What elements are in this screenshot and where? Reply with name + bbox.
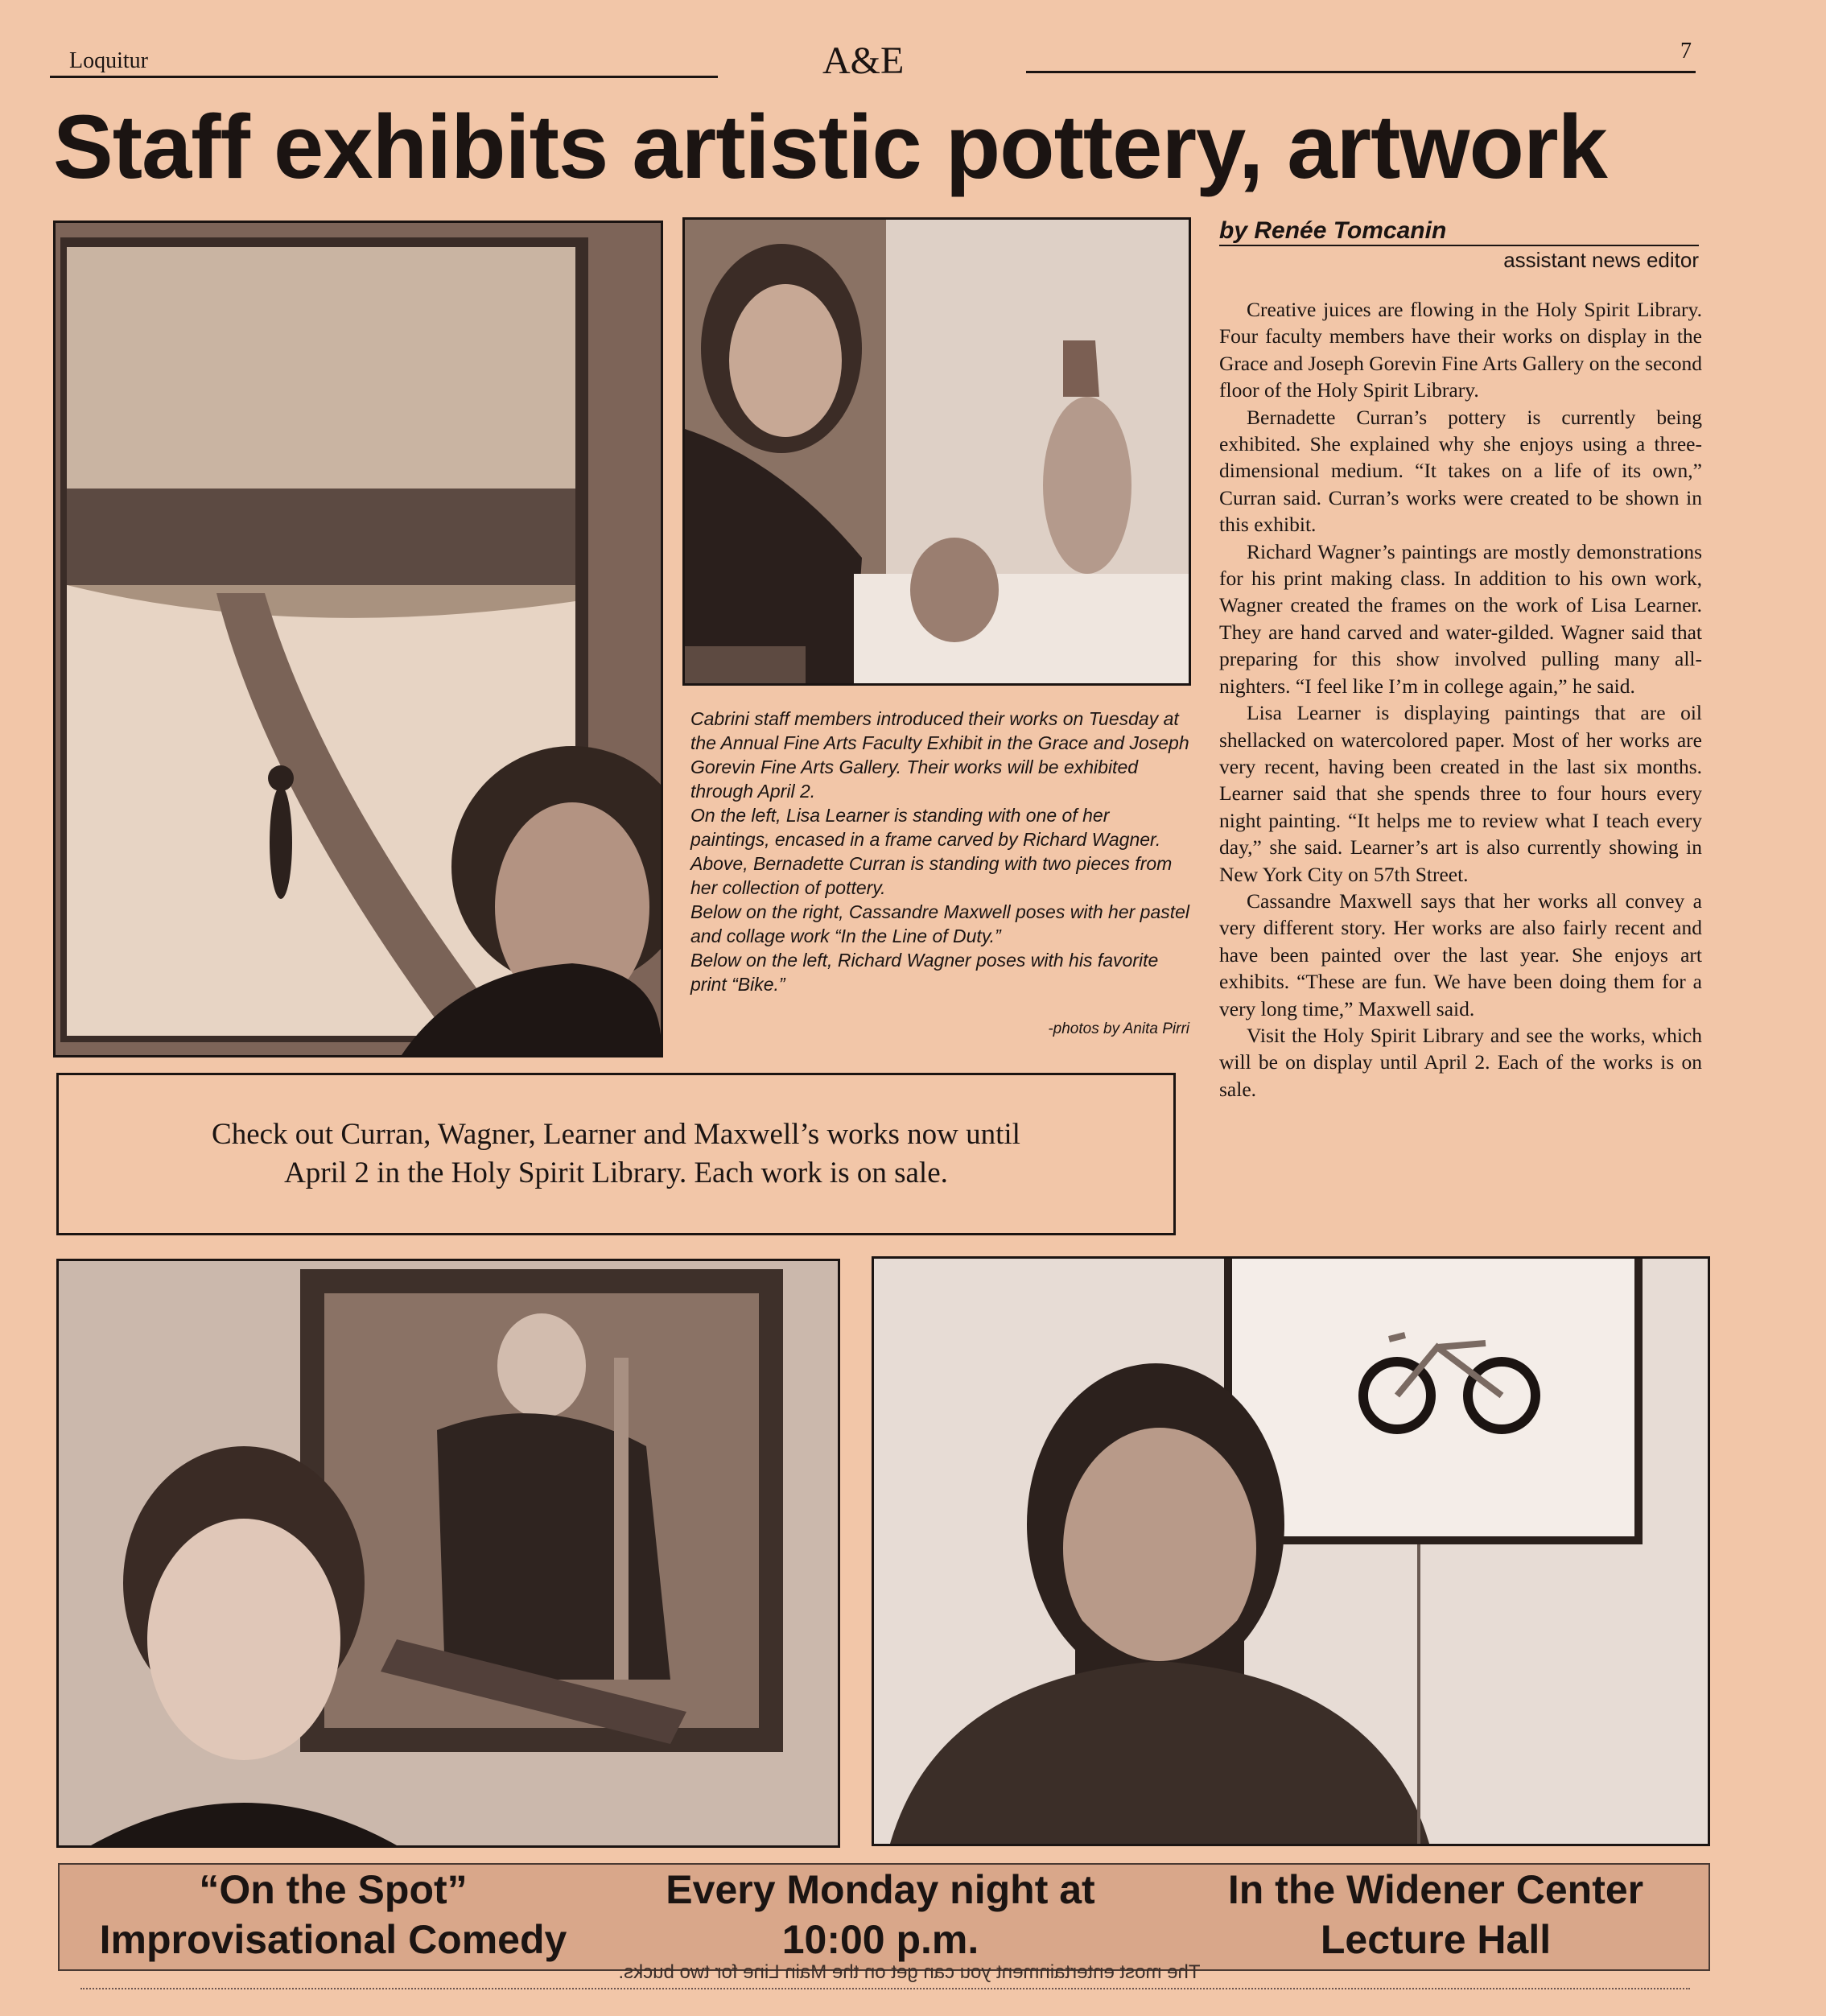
banner-day: Every Monday night at	[666, 1867, 1095, 1912]
banner-show-type: Improvisational Comedy	[99, 1917, 567, 1962]
article-paragraph: Richard Wagner’s paintings are mostly demonstrations for his print making class. In addition to his own work, Wagner created the frames on the work of Lisa Learner. They are hand carved and water-gilded. Wagner said that preparing for this show involved pulling many all-nighters. “I feel like I’m in college again,” he said.	[1219, 539, 1702, 698]
photo-wagner-bike	[872, 1256, 1710, 1846]
page-number: 7	[1680, 39, 1692, 64]
article-paragraph: Cassandre Maxwell says that her works all convey a very different story. Her works are also fairly recent and have been painted over the last year. She enjoys art exhibits. “These are fun. We have been doing them for a very long time,” Maxwell said.	[1219, 888, 1702, 1020]
banner-mirrored-tagline: The most entertainment you can get on the Main Line for two bucks.	[618, 1961, 1201, 1983]
comedy-banner	[58, 1863, 1710, 1971]
publication-name: Loquitur	[69, 48, 148, 73]
banner-venue: In the Widener Center	[1227, 1867, 1644, 1912]
banner-room: Lecture Hall	[1320, 1917, 1552, 1962]
photo-caption	[690, 707, 1191, 996]
article-body	[1219, 296, 1702, 1103]
banner-time: 10:00 p.m.	[781, 1917, 979, 1962]
photo-credit: -photos by Anita Pirri	[1048, 1020, 1189, 1037]
photo-maxwell-artwork	[56, 1259, 840, 1848]
header-rule-right	[1026, 71, 1696, 73]
headline: Staff exhibits artistic pottery, artwork	[53, 97, 1607, 197]
banner-location	[1178, 1865, 1693, 1964]
photo-curran-pottery	[682, 217, 1191, 686]
promo-line-1: Check out Curran, Wagner, Learner and Maxwell’s works now until	[212, 1118, 1020, 1151]
caption-line: On the left, Lisa Learner is standing with one of her paintings, encased in a frame carved by Richard Wagner.	[690, 805, 1161, 850]
banner-show-name: “On the Spot”	[199, 1867, 468, 1912]
caption-line: Below on the right, Cassandre Maxwell poses with her pastel and collage work “In the Line of Duty.”	[690, 901, 1190, 946]
article-paragraph: Lisa Learner is displaying paintings that are oil shellacked on watercolored paper. Most of her works are very recent, having been created in the last six months. Learner said that she spends three to four hours every night painting. “It helps me to review what I teach every day,” she said. Learner’s art is also currently showing in New York City on 57th Street.	[1219, 701, 1702, 886]
byline-author: by Renée Tomcanin	[1219, 217, 1447, 244]
header-rule-left	[50, 76, 718, 78]
photo-learner-painting	[53, 221, 663, 1057]
banner-show-title	[60, 1865, 607, 1964]
banner-schedule	[623, 1865, 1138, 1964]
caption-line: Below on the left, Richard Wagner poses with his favorite print “Bike.”	[690, 950, 1159, 995]
promo-box	[56, 1073, 1176, 1235]
byline-title: assistant news editor	[1219, 245, 1699, 273]
cut-line	[80, 1988, 1690, 1989]
promo-line-2: April 2 in the Holy Spirit Library. Each work is on sale.	[284, 1156, 948, 1189]
article-paragraph: Visit the Holy Spirit Library and see the works, which will be on display until April 2. Each of the works is on sale.	[1219, 1023, 1702, 1101]
section-title: A&E	[822, 39, 905, 82]
caption-line: Cabrini staff members introduced their works on Tuesday at the Annual Fine Arts Faculty Exhibit in the Grace and Joseph Gorevin Fine Arts Gallery. Their works will be exhibited through April 2.	[690, 708, 1189, 802]
article-paragraph: Bernadette Curran’s pottery is currently being exhibited. She explained why she enjoys using a three-dimensional medium. “It takes on a life of its own,” Curran said. Curran’s works were created to be shown in this exhibit.	[1219, 405, 1702, 537]
caption-line: Above, Bernadette Curran is standing with two pieces from her collection of pottery.	[690, 853, 1173, 898]
article-paragraph: Creative juices are flowing in the Holy Spirit Library. Four faculty members have their works on display in the Grace and Joseph Gorevin Fine Arts Gallery on the second floor of the Holy Spirit Library.	[1219, 298, 1702, 402]
